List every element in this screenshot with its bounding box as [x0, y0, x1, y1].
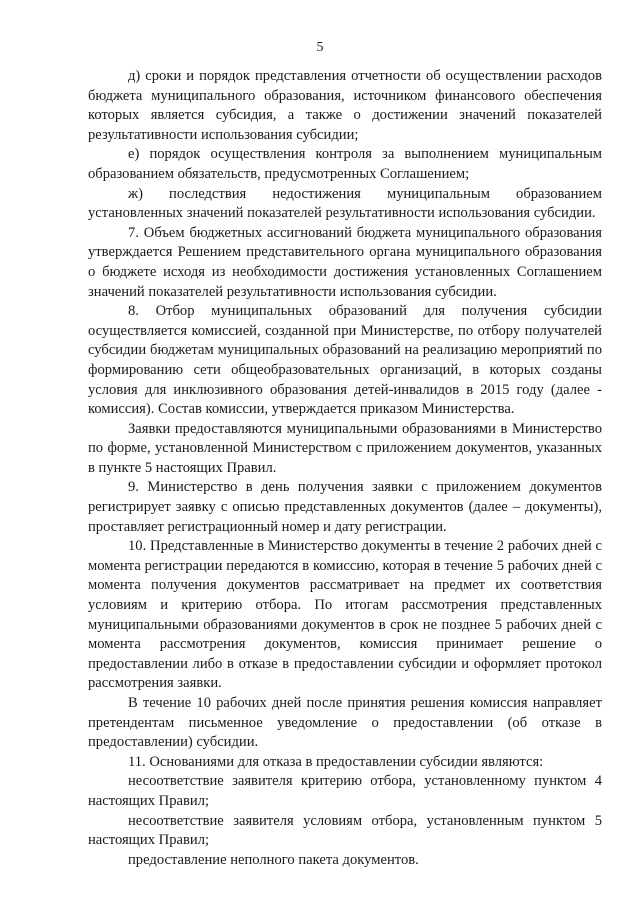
paragraph-refusal-incomplete: предоставление неполного пакета документов. [128, 851, 419, 868]
paragraph-item-zh: ж) последствия недостижения муниципальным образованием установленных значений показателей результативности использования субсидии. [88, 185, 602, 222]
paragraph-item-d: д) сроки и порядок представления отчетности об осуществлении расходов бюджета муниципального образования, источником финансового обеспечения которых является субсидия, а также о достижении значений показателей результативности использования субсидии; [88, 68, 602, 143]
paragraph-refusal-criteria: несоответствие заявителя критерию отбора, установленному пунктом 4 настоящих Правил; [88, 773, 602, 809]
paragraph-refusal-conditions: несоответствие заявителя условиям отбора, установленным пунктом 5 настоящих Правил; [88, 812, 602, 849]
page-number: 5 [316, 40, 324, 55]
paragraph-clause-10: 10. Представленные в Министерство документы в течение 2 рабочих дней с момента регистрации передаются в комиссию, которая в течение 5 рабочих дней с момента получения документов рассматривает на предмет их соответствия условиям и критерию отбора. По итогам рассмотрения представленных муниципальными образованиями документов в срок не позднее 5 рабочих дней с момента рассмотрения документов, комиссия принимает решение о предоставлении либо в отказе в предоставлении субсидии и оформляет протокол рассмотрения заявки. [88, 538, 602, 692]
paragraph-notification: В течение 10 рабочих дней после принятия решения комиссия направляет претендентам письменное уведомление о предоставлении (об отказе в предоставлении) субсидии. [88, 695, 602, 751]
paragraph-applications: Заявки предоставляются муниципальными образованиями в Министерство по форме, установленной Министерством с приложением документов, указанных в пункте 5 настоящих Правил. [88, 420, 602, 476]
paragraph-clause-8: 8. Отбор муниципальных образований для получения субсидии осуществляется комиссией, созданной при Министерстве, по отбору получателей субсидии бюджетам муниципальных образований на реализацию мероприятий по формированию сети общеобразовательных организаций, в которых созданы условия для инклюзивного образования детей-инвалидов в 2015 году (далее - комиссия). Состав комиссии, утверждается приказом Министерства. [88, 303, 602, 418]
paragraph-item-e: е) порядок осуществления контроля за выполнением муниципальным образованием обязательств, предусмотренных Соглашением; [88, 146, 602, 182]
paragraph-clause-11: 11. Основаниями для отказа в предоставлении субсидии являются: [128, 753, 544, 770]
paragraph-clause-7: 7. Объем бюджетных ассигнований бюджета муниципального образования утверждается Решением представительного органа муниципального образования о бюджете исходя из необходимости достижения установленных Соглашением значений показателей результативности использования субсидии. [88, 224, 602, 300]
paragraph-clause-9: 9. Министерство в день получения заявки с приложением документов регистрирует заявку с описью представленных документов (далее – документы), проставляет регистрационный номер и дату регистрации. [88, 479, 602, 535]
document-body [88, 67, 602, 870]
